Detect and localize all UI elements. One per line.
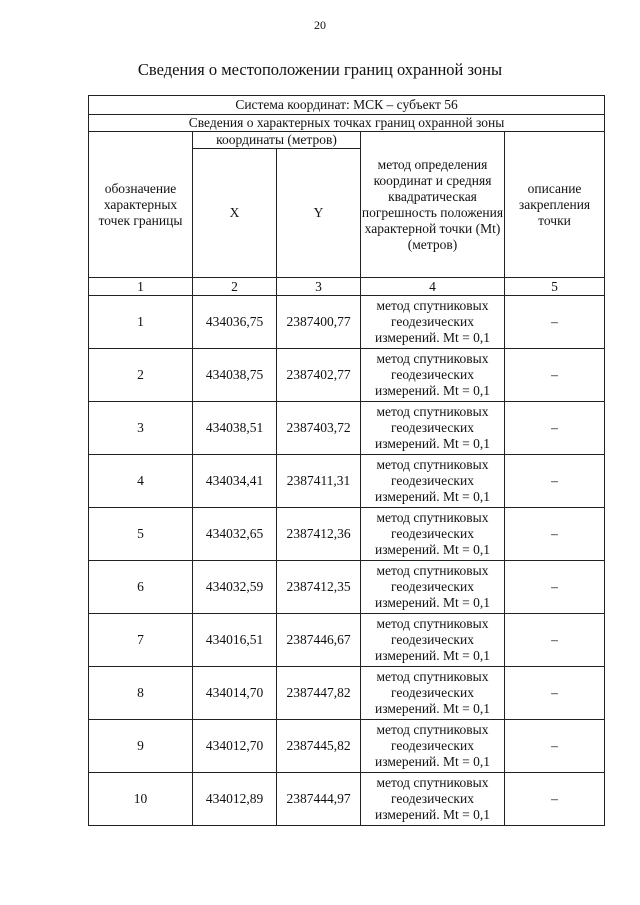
- x-coordinate-cell: 434036,75: [193, 296, 277, 349]
- point-cell: 8: [89, 667, 193, 720]
- table-row: [89, 455, 605, 508]
- table-row: [89, 402, 605, 455]
- point-cell: 6: [89, 561, 193, 614]
- column-number: 3: [277, 278, 361, 296]
- document-title: Сведения о местоположении границ охранной зоны: [137, 60, 503, 79]
- y-coordinate-cell: 2387412,35: [277, 561, 361, 614]
- header-y: Y: [277, 149, 361, 278]
- y-coordinate-cell: 2387447,82: [277, 667, 361, 720]
- description-cell: –: [505, 773, 605, 826]
- table-row: [89, 720, 605, 773]
- points-caption: Сведения о характерных точках границ охранной зоны: [89, 115, 605, 132]
- header-point-designation: обозначение характерных точек границы: [89, 132, 193, 278]
- description-cell: –: [505, 402, 605, 455]
- coordinates-table-body: [89, 96, 605, 826]
- x-coordinate-cell: 434038,75: [193, 349, 277, 402]
- point-cell: 3: [89, 402, 193, 455]
- description-cell: –: [505, 614, 605, 667]
- point-cell: 2: [89, 349, 193, 402]
- header-description: описание закрепления точки: [505, 132, 605, 278]
- x-coordinate-cell: 434038,51: [193, 402, 277, 455]
- coordinate-system-row: [89, 96, 605, 115]
- table-row: [89, 296, 605, 349]
- header-row: [89, 132, 605, 149]
- page-number: 20: [314, 18, 326, 32]
- y-coordinate-cell: 2387446,67: [277, 614, 361, 667]
- method-cell: метод спутниковых геодезических измерений. Mt = 0,1: [361, 455, 505, 508]
- y-coordinate-cell: 2387412,36: [277, 508, 361, 561]
- point-cell: 1: [89, 296, 193, 349]
- method-cell: метод спутниковых геодезических измерений. Mt = 0,1: [361, 561, 505, 614]
- y-coordinate-cell: 2387411,31: [277, 455, 361, 508]
- y-coordinate-cell: 2387444,97: [277, 773, 361, 826]
- point-cell: 10: [89, 773, 193, 826]
- y-coordinate-cell: 2387400,77: [277, 296, 361, 349]
- point-cell: 4: [89, 455, 193, 508]
- x-coordinate-cell: 434032,59: [193, 561, 277, 614]
- method-cell: метод спутниковых геодезических измерений. Mt = 0,1: [361, 667, 505, 720]
- table-row: [89, 508, 605, 561]
- description-cell: –: [505, 561, 605, 614]
- header-method: метод определения координат и средняя квадратическая погрешность положения характерной точки (Mt) (метров): [361, 132, 505, 278]
- x-coordinate-cell: 434034,41: [193, 455, 277, 508]
- method-cell: метод спутниковых геодезических измерений. Mt = 0,1: [361, 720, 505, 773]
- x-coordinate-cell: 434012,70: [193, 720, 277, 773]
- method-cell: метод спутниковых геодезических измерений. Mt = 0,1: [361, 614, 505, 667]
- column-number: 2: [193, 278, 277, 296]
- method-cell: метод спутниковых геодезических измерений. Mt = 0,1: [361, 402, 505, 455]
- table-row: [89, 349, 605, 402]
- column-number: 1: [89, 278, 193, 296]
- column-number: 4: [361, 278, 505, 296]
- y-coordinate-cell: 2387403,72: [277, 402, 361, 455]
- points-caption-row: [89, 115, 605, 132]
- table-row: [89, 614, 605, 667]
- y-coordinate-cell: 2387402,77: [277, 349, 361, 402]
- method-cell: метод спутниковых геодезических измерений. Mt = 0,1: [361, 296, 505, 349]
- coordinates-table: [88, 95, 605, 826]
- method-cell: метод спутниковых геодезических измерений. Mt = 0,1: [361, 773, 505, 826]
- y-coordinate-cell: 2387445,82: [277, 720, 361, 773]
- table-row: [89, 561, 605, 614]
- description-cell: –: [505, 296, 605, 349]
- method-cell: метод спутниковых геодезических измерений. Mt = 0,1: [361, 508, 505, 561]
- description-cell: –: [505, 508, 605, 561]
- column-numbers-row: [89, 278, 605, 296]
- point-cell: 9: [89, 720, 193, 773]
- x-coordinate-cell: 434012,89: [193, 773, 277, 826]
- header-coordinates: координаты (метров): [193, 132, 361, 149]
- coordinate-system-caption: Система координат: МСК – субъект 56: [89, 96, 605, 115]
- header-x: X: [193, 149, 277, 278]
- description-cell: –: [505, 349, 605, 402]
- point-cell: 7: [89, 614, 193, 667]
- table-row: [89, 773, 605, 826]
- description-cell: –: [505, 667, 605, 720]
- x-coordinate-cell: 434032,65: [193, 508, 277, 561]
- method-cell: метод спутниковых геодезических измерений. Mt = 0,1: [361, 349, 505, 402]
- x-coordinate-cell: 434014,70: [193, 667, 277, 720]
- description-cell: –: [505, 455, 605, 508]
- description-cell: –: [505, 720, 605, 773]
- x-coordinate-cell: 434016,51: [193, 614, 277, 667]
- point-cell: 5: [89, 508, 193, 561]
- table-row: [89, 667, 605, 720]
- column-number: 5: [505, 278, 605, 296]
